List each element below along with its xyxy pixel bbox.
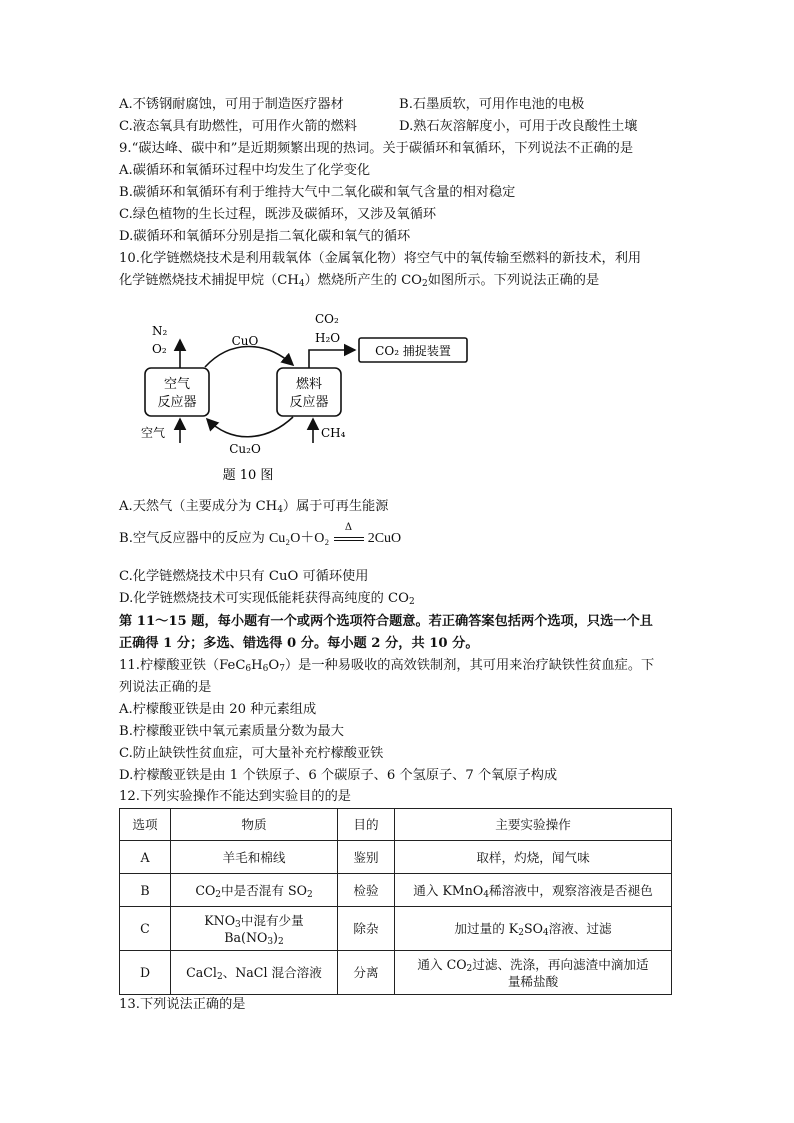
q8-option-b: B.石墨质软，可用作电池的电极: [399, 97, 585, 112]
q10-stem-line2: 化学链燃烧技术捕捉甲烷$(CH_4)$燃烧所产生的 $CO_2$如图所示。下列说法正确的是: [119, 273, 600, 289]
cu2o-label: Cu₂O: [229, 442, 261, 456]
q9-option-b: B.碳循环和氧循环有利于维持大气中二氧化碳和氧气含量的相对稳定: [119, 185, 516, 200]
cuo-label: CuO: [231, 334, 259, 348]
row-a-operation: 取样，灼烧，闻气味: [395, 841, 672, 874]
q9-option-a: A.碳循环和氧循环过程中均发生了化学变化: [119, 163, 371, 178]
header-option: 选项: [120, 809, 171, 841]
q11-option-b: B.柠檬酸亚铁中氧元素质量分数为最大: [119, 724, 344, 739]
table-row: [120, 874, 672, 907]
q10-stem-line1: 10.化学链燃烧技术是利用载氧体（金属氧化物）将空气中的氧传输至燃料的新技术，利用: [119, 251, 642, 266]
row-b-operation: 通入 KMnO$_4$稀溶液中，观察溶液是否褪色: [395, 874, 672, 907]
q9-option-c: C.绿色植物的生长过程，既涉及碳循环，又涉及氧循环: [119, 207, 437, 222]
air-reactor-label-2: 反应器: [157, 395, 197, 410]
table-row: [120, 841, 672, 874]
ch4-label: CH₄: [321, 426, 346, 440]
row-a-purpose: 鉴别: [338, 841, 395, 874]
air-inlet-label: 空气: [141, 426, 166, 440]
co2-label: CO₂: [315, 312, 339, 326]
row-d-purpose: 分离: [338, 951, 395, 995]
section-instruction-line2: 正确得 1 分；多选、错选得 0 分。每小题 2 分，共 10 分。: [119, 636, 479, 651]
row-b-option: B: [120, 874, 171, 907]
air-reactor-label-1: 空气: [163, 377, 191, 392]
q11-stem-line2: 列说法正确的是: [119, 680, 212, 695]
table-row: [120, 907, 672, 951]
q8-option-d: D.熟石灰溶解度小，可用于改良酸性土壤: [399, 119, 638, 134]
row-b-purpose: 检验: [338, 874, 395, 907]
table-row: [120, 951, 672, 995]
row-c-operation: 加过量的 $K_2SO_4$溶液、过滤: [395, 907, 672, 951]
row-c-substance: $KNO_3$中混有少量 $Ba(NO_3)_2$: [171, 907, 338, 951]
q10-option-b: B.空气反应器中的反应为 Cu₂O＋O₂ Δ 2CuO: [119, 521, 402, 546]
q13-stem: 13.下列说法正确的是: [119, 997, 246, 1012]
chemical-looping-diagram: [135, 305, 475, 485]
heat-condition: Δ: [334, 530, 364, 548]
fuel-reactor-label-2: 反应器: [289, 395, 329, 410]
q11-option-d: D.柠檬酸亚铁是由 1 个铁原子、6 个碳原子、6 个氢原子、7 个氧原子构成: [119, 768, 558, 783]
cu2o-arrow: [207, 417, 293, 437]
q11-option-a: A.柠檬酸亚铁是由 20 种元素组成: [119, 702, 317, 717]
q9-stem: 9.“碳达峰、碳中和”是近期频繁出现的热词。关于碳循环和氧循环，下列说法不正确的是: [119, 141, 633, 156]
header-operation: 主要实验操作: [395, 809, 672, 841]
h2o-label: H₂O: [315, 331, 341, 345]
header-purpose: 目的: [338, 809, 395, 841]
header-substance: 物质: [171, 809, 338, 841]
row-d-substance: CaCl$_2$、NaCl 混合溶液: [171, 951, 338, 995]
row-a-substance: 羊毛和棉线: [171, 841, 338, 874]
q9-option-d: D.碳循环和氧循环分别是指二氧化碳和氧气的循环: [119, 229, 411, 244]
fuel-reactor-label-1: 燃料: [295, 377, 323, 392]
figure-caption: 题 10 图: [222, 468, 274, 483]
n2-label: N₂: [152, 324, 168, 338]
q8-option-a: A.不锈钢耐腐蚀，可用于制造医疗器材: [119, 97, 344, 112]
q10-option-c: C.化学链燃烧技术中只有 CuO 可循环使用: [119, 569, 369, 584]
row-d-option: D: [120, 951, 171, 995]
capture-device-label: CO₂ 捕捉装置: [375, 344, 451, 358]
experiment-table: [119, 808, 672, 995]
cuo-arrow: [205, 346, 293, 367]
product-arrow: [309, 350, 355, 368]
q10-option-a: A.天然气（主要成分为 $CH_4$）属于可再生能源: [119, 499, 389, 515]
row-a-option: A: [120, 841, 171, 874]
row-d-operation: 通入 $CO_2$过滤、洗涤，再向滤渣中滴加适 量稀盐酸: [395, 951, 672, 995]
q11-stem-line1: 11.柠檬酸亚铁$(FeC_6H_6O_7)$是一种易吸收的高效铁制剂，其可用来治疗缺铁性贫血症。下: [119, 658, 655, 674]
row-c-purpose: 除杂: [338, 907, 395, 951]
q11-option-c: C.防止缺铁性贫血症，可大量补充柠檬酸亚铁: [119, 746, 384, 761]
q8-option-c: C.液态氧具有助燃性，可用作火箭的燃料: [119, 119, 357, 134]
o2-label: O₂: [152, 342, 167, 356]
q12-stem: 12.下列实验操作不能达到实验目的的是: [119, 789, 351, 804]
row-c-option: C: [120, 907, 171, 951]
q10-option-d: D.化学链燃烧技术可实现低能耗获得高纯度的 $CO_2$: [119, 591, 415, 607]
row-b-substance: $CO_2$中是否混有 $SO_2$: [171, 874, 338, 907]
table-header-row: [120, 809, 672, 841]
section-instruction-line1: 第 11～15 题，每小题有一个或两个选项符合题意。若正确答案包括两个选项，只选一个且: [119, 614, 653, 629]
